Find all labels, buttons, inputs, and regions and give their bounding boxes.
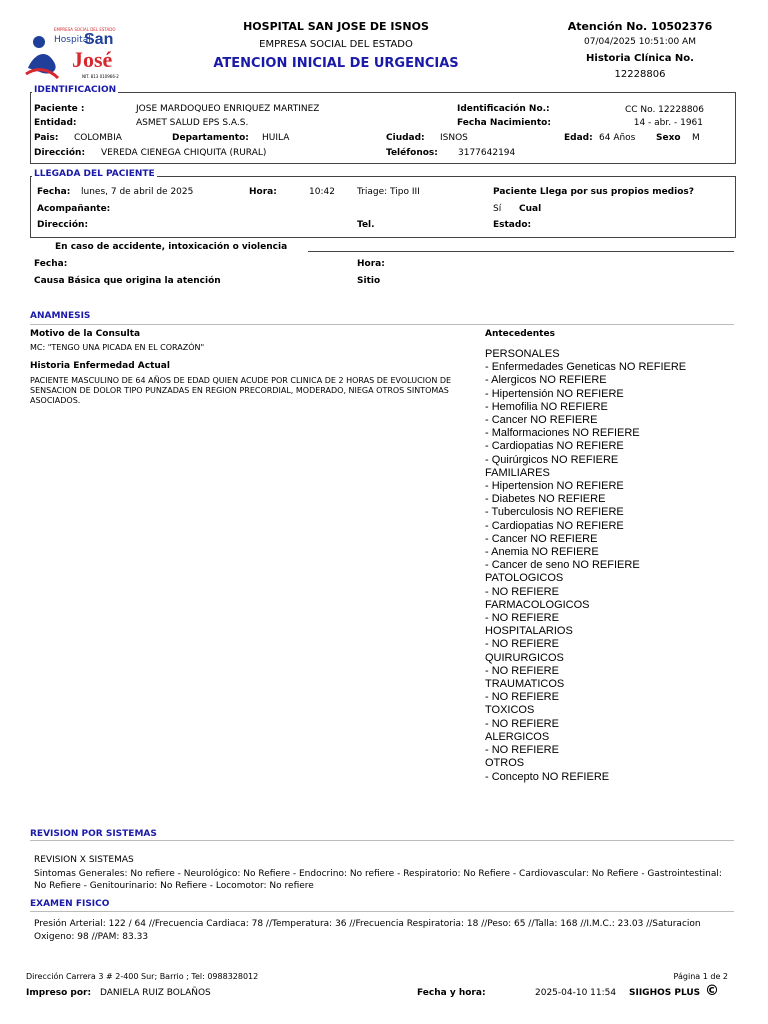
- telefonos-label: Teléfonos:: [386, 148, 438, 158]
- antecedente-category: FARMACOLOGICOS: [485, 598, 590, 611]
- antecedente-category: ALERGICOS: [485, 730, 550, 743]
- revision-subtitle: REVISION X SISTEMAS: [34, 855, 134, 865]
- sexo-value: M: [692, 133, 700, 143]
- propios-medios-label: Paciente Llega por sus propios medios?: [493, 187, 694, 197]
- antecedente-item: - Hipertensión NO REFIERE: [485, 387, 624, 400]
- historia-line: PACIENTE MASCULINO DE 64 AÑOS DE EDAD QUIEN ACUDE POR CLINICA DE 2 HORAS DE EVOLUCION DE: [30, 376, 452, 385]
- antecedente-category: QUIRURGICOS: [485, 651, 564, 664]
- direccion-label: Dirección:: [34, 148, 86, 158]
- historia-enfermedad-text: [30, 376, 451, 406]
- pais-value: COLOMBIA: [74, 133, 122, 143]
- fecha-hora-value: 2025-04-10 11:54: [535, 988, 617, 998]
- antecedente-item: - NO REFIERE: [485, 691, 559, 704]
- antecedente-category: TRAUMATICOS: [485, 678, 565, 691]
- entidad-label: Entidad:: [34, 118, 77, 128]
- revision-line: Sintomas Generales: No refiere - Neurológico: No Refiere - Endocrino: No refiere - Respiratorio: No Refiere - Cardiovascular: No Refiere - Gastrointestinal:: [34, 869, 722, 879]
- revision-header: REVISION POR SISTEMAS: [30, 829, 157, 839]
- logo-nit: NIT. 813 010966-2: [82, 74, 119, 79]
- examen-header: EXAMEN FISICO: [30, 899, 110, 909]
- antecedente-item: - Tuberculosis NO REFIERE: [485, 506, 624, 519]
- telefonos-value: 3177642194: [458, 148, 516, 158]
- antecedente-item: - Cardiopatias NO REFIERE: [485, 440, 624, 453]
- antecedente-item: - Alergicos NO REFIERE: [485, 374, 607, 387]
- antecedente-item: - Concepto NO REFIERE: [485, 770, 610, 783]
- antecedente-category: PERSONALES: [485, 348, 560, 360]
- antecedente-item: - NO REFIERE: [485, 717, 559, 730]
- estado-label: Estado:: [493, 220, 532, 230]
- hospital-name: HOSPITAL SAN JOSE DE ISNOS: [243, 20, 429, 33]
- antecedente-item: - Cancer de seno NO REFIERE: [485, 559, 640, 572]
- entidad-value: ASMET SALUD EPS S.A.S.: [136, 118, 249, 128]
- antecedente-item: - NO REFIERE: [485, 612, 559, 625]
- historia-label: Historia Clínica No.: [586, 53, 694, 64]
- direccion-value: VEREDA CIENEGA CHIQUITA (RURAL): [101, 148, 267, 158]
- antecedente-category: FAMILIARES: [485, 466, 550, 479]
- llegada-tel-label: Tel.: [357, 220, 375, 230]
- llegada-direccion-label: Dirección:: [37, 220, 89, 230]
- antecedente-item: - NO REFIERE: [485, 744, 559, 757]
- antecedente-item: - Enfermedades Geneticas NO REFIERE: [485, 361, 687, 374]
- antecedente-item: - Anemia NO REFIERE: [485, 546, 599, 559]
- antecedente-item: - Diabetes NO REFIERE: [485, 493, 606, 506]
- antecedente-item: - NO REFIERE: [485, 638, 559, 651]
- examen-line: Oxigeno: 98 //PAM: 83.33: [34, 932, 149, 942]
- ciudad-value: ISNOS: [440, 133, 468, 143]
- pais-label: Pais:: [34, 133, 59, 143]
- antecedente-item: - NO REFIERE: [485, 664, 559, 677]
- departamento-label: Departamento:: [172, 133, 249, 143]
- fecha-hora-label: Fecha y hora:: [417, 988, 486, 998]
- fecha-nacimiento-label: Fecha Nacimiento:: [457, 118, 551, 128]
- footer-address: Dirección Carrera 3 # 2-400 Sur; Barrio ; Tel: 0988328012: [26, 972, 259, 981]
- llegada-fecha-value: lunes, 7 de abril de 2025: [81, 187, 194, 197]
- document-title: ATENCION INICIAL DE URGENCIAS: [213, 56, 459, 71]
- identificacion-no-label: Identificación No.:: [457, 104, 550, 114]
- edad-label: Edad:: [564, 133, 593, 143]
- motivo-label: Motivo de la Consulta: [30, 329, 141, 339]
- impreso-por-value: DANIELA RUIZ BOLAÑOS: [100, 988, 211, 998]
- logo-jose-text: José: [72, 47, 113, 72]
- llegada-hora-value: 10:42: [309, 187, 335, 197]
- acompanante-label: Acompañante:: [37, 204, 111, 214]
- examen-text: [34, 918, 701, 944]
- brand-name: SIIGHOS PLUS: [629, 988, 701, 998]
- historia-line: SENSACION DE DOLOR TIPO PUNZADAS EN REGION PRECORDIAL, MODERADO, NIEGA OTROS SINTOMAS: [30, 386, 449, 395]
- llegada-box: [30, 176, 736, 238]
- llegada-fecha-label: Fecha:: [37, 187, 71, 197]
- cual-label: Cual: [519, 204, 542, 214]
- logo-hospital-text: Hospital: [54, 35, 91, 45]
- hospital-logo: [24, 26, 124, 82]
- logo-tagline: EMPRESA SOCIAL DEL ESTADO: [54, 27, 116, 32]
- paciente-value: JOSE MARDOQUEO ENRIQUEZ MARTINEZ: [136, 104, 320, 114]
- examen-line: Presión Arterial: 122 / 64 //Frecuencia Cardiaca: 78 //Temperatura: 36 //Frecuencia Respiratoria: 18 //Peso: 65 //Talla: 168 //I.M.C.: 23.03 //Saturacion: [34, 919, 701, 929]
- page-number: Página 1 de 2: [673, 972, 728, 981]
- identificacion-no-value: CC No. 12228806: [624, 105, 704, 115]
- historia-enfermedad-label: Historia Enfermedad Actual: [30, 361, 170, 371]
- impreso-por-label: Impreso por:: [26, 988, 92, 998]
- historia-number: 12228806: [614, 69, 666, 80]
- antecedentes-label: Antecedentes: [485, 329, 555, 339]
- antecedente-category: OTROS: [485, 757, 525, 770]
- triage-value: Triage: Tipo III: [357, 187, 420, 197]
- accidente-hora-label: Hora:: [357, 259, 385, 269]
- sexo-label: Sexo: [656, 133, 681, 143]
- antecedente-item: - Quirúrgicos NO REFIERE: [485, 453, 619, 466]
- accidente-fecha-label: Fecha:: [34, 259, 68, 269]
- antecedente-item: - Malformaciones NO REFIERE: [485, 427, 640, 440]
- sitio-label: Sitio: [357, 276, 381, 286]
- anamnesis-header: ANAMNESIS: [30, 311, 91, 321]
- copyright-icon: ©: [705, 983, 719, 999]
- llegada-header: LLEGADA DEL PACIENTE: [34, 169, 155, 179]
- revision-text: [34, 868, 722, 892]
- departamento-value: HUILA: [262, 133, 290, 143]
- antecedente-category: PATOLOGICOS: [485, 572, 564, 585]
- atencion-number: Atención No. 10502376: [567, 20, 713, 33]
- fecha-nacimiento-value: 14 - abr. - 1961: [633, 118, 703, 128]
- causa-basica-label: Causa Básica que origina la atención: [34, 276, 221, 286]
- antecedente-item: - Hipertension NO REFIERE: [485, 480, 624, 493]
- ciudad-label: Ciudad:: [386, 133, 425, 143]
- llegada-hora-label: Hora:: [249, 187, 277, 197]
- hospital-subtitle: EMPRESA SOCIAL DEL ESTADO: [259, 39, 413, 50]
- atencion-datetime: 07/04/2025 10:51:00 AM: [584, 37, 696, 47]
- antecedente-category: HOSPITALARIOS: [485, 625, 573, 638]
- antecedente-item: - Cancer NO REFIERE: [485, 532, 598, 545]
- identificacion-header: IDENTIFICACION: [34, 85, 117, 95]
- paciente-label: Paciente :: [34, 104, 85, 114]
- antecedente-category: TOXICOS: [485, 704, 535, 717]
- edad-value: 64 Años: [599, 133, 636, 143]
- antecedente-item: - Hemofilia NO REFIERE: [485, 400, 608, 413]
- accidente-title: En caso de accidente, intoxicación o violencia: [55, 242, 288, 252]
- si-label: Sí: [493, 204, 502, 214]
- antecedentes-list: [485, 348, 686, 784]
- historia-line: ASOCIADOS.: [30, 396, 81, 405]
- logo-san-text: San: [84, 31, 114, 48]
- antecedente-item: - NO REFIERE: [485, 585, 559, 598]
- antecedente-item: - Cancer NO REFIERE: [485, 414, 598, 427]
- motivo-value: MC: "TENGO UNA PICADA EN EL CORAZÓN": [30, 343, 205, 352]
- revision-line: No Refiere - Genitourinario: No Refiere - Locomotor: No refiere: [34, 881, 314, 891]
- antecedente-item: - Cardiopatias NO REFIERE: [485, 519, 624, 532]
